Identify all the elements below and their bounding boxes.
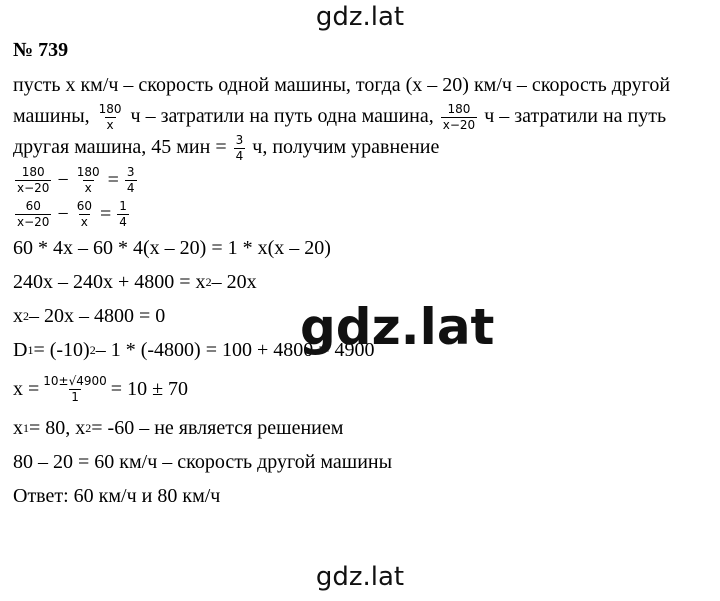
subscript: 1 [27, 342, 34, 357]
problem-number: № 739 [13, 39, 69, 61]
text: = -60 – не является решением [91, 416, 344, 439]
fraction-numerator: 60 [76, 198, 92, 213]
fraction-3-4 [234, 134, 246, 163]
fraction-numerator: 10±√4900 [43, 373, 107, 388]
exponent: 2 [23, 308, 29, 323]
fraction-denominator: x−20 [17, 180, 50, 195]
exponent: 2 [89, 342, 96, 357]
equation-3: 60 * 4x – 60 * 4(x – 20) = 1 * x(x – 20) [13, 236, 331, 259]
fraction-denominator: x [84, 180, 92, 195]
solution-content [13, 38, 713, 513]
minus-sign: − [57, 202, 69, 225]
text: = 80, x [29, 416, 86, 439]
fraction-numerator: 180 [447, 101, 471, 116]
fraction [75, 166, 102, 195]
equals-sign: = [107, 168, 119, 191]
roots-formula [13, 367, 713, 411]
fraction [15, 200, 51, 229]
minus-sign: − [57, 168, 69, 191]
text: = (-10) [33, 338, 90, 361]
problem-intro [13, 70, 713, 163]
intro-text-3: ч – затратили на путь другая машина, 45 мин = [13, 105, 667, 158]
fraction-numerator: 180 [98, 101, 122, 116]
fraction-denominator: 4 [235, 148, 244, 163]
intro-text-4: ч, получим уравнение [252, 136, 440, 158]
fraction-numerator: 3 [126, 164, 135, 179]
fraction-180-x [97, 103, 124, 132]
text: – 20x [211, 270, 257, 293]
fraction [117, 200, 129, 229]
text: D [13, 338, 28, 361]
fraction-denominator: 4 [126, 180, 135, 195]
fraction-numerator: 60 [25, 198, 41, 213]
roots-line [13, 411, 713, 445]
site-logo-top: gdz.lat [315, 2, 405, 32]
fraction-numerator: 180 [76, 164, 100, 179]
intro-text-1: пусть x км/ч – скорость одной машины, тогда (x – 20) км/ч – скорость другой машины, [13, 74, 671, 127]
text: x [13, 416, 23, 439]
fraction-numerator: 180 [21, 164, 45, 179]
fraction-denominator: x [106, 117, 114, 132]
text: – 20x – 4800 = 0 [29, 304, 166, 327]
fraction-denominator: 1 [71, 389, 79, 404]
fraction [75, 200, 94, 229]
watermark-logo: gdz.lat [300, 298, 495, 356]
fraction [15, 166, 51, 195]
fraction-roots [41, 375, 109, 404]
text: x = [13, 377, 40, 400]
second-speed-line: 80 – 20 = 60 км/ч – скорость другой машины [13, 450, 393, 473]
exponent: 2 [205, 274, 212, 289]
fraction-denominator: x [80, 214, 88, 229]
intro-text-2: ч – затратили на путь одна машина, [130, 105, 434, 127]
answer-line: Ответ: 60 км/ч и 80 км/ч [13, 484, 221, 507]
fraction-denominator: 4 [119, 214, 127, 229]
subscript: 1 [23, 420, 29, 435]
text: – 1 * (-4800) = 100 + 4800 = 4900 [95, 338, 375, 361]
equation-2 [13, 197, 713, 231]
fraction-numerator: 3 [235, 132, 244, 147]
fraction-180-x-20 [441, 103, 477, 132]
subscript: 2 [85, 420, 92, 435]
text: x [13, 304, 23, 327]
equation-1 [13, 163, 713, 197]
text: 240x – 240x + 4800 = x [13, 270, 206, 293]
equation-4 [13, 265, 713, 299]
fraction-denominator: x−20 [17, 214, 50, 229]
equals-sign: = [100, 202, 112, 225]
site-logo-bottom: gdz.lat [315, 562, 405, 592]
fraction [125, 166, 137, 195]
fraction-denominator: x−20 [442, 117, 476, 132]
text: = 10 ± 70 [110, 377, 189, 400]
fraction-numerator: 1 [119, 198, 127, 213]
